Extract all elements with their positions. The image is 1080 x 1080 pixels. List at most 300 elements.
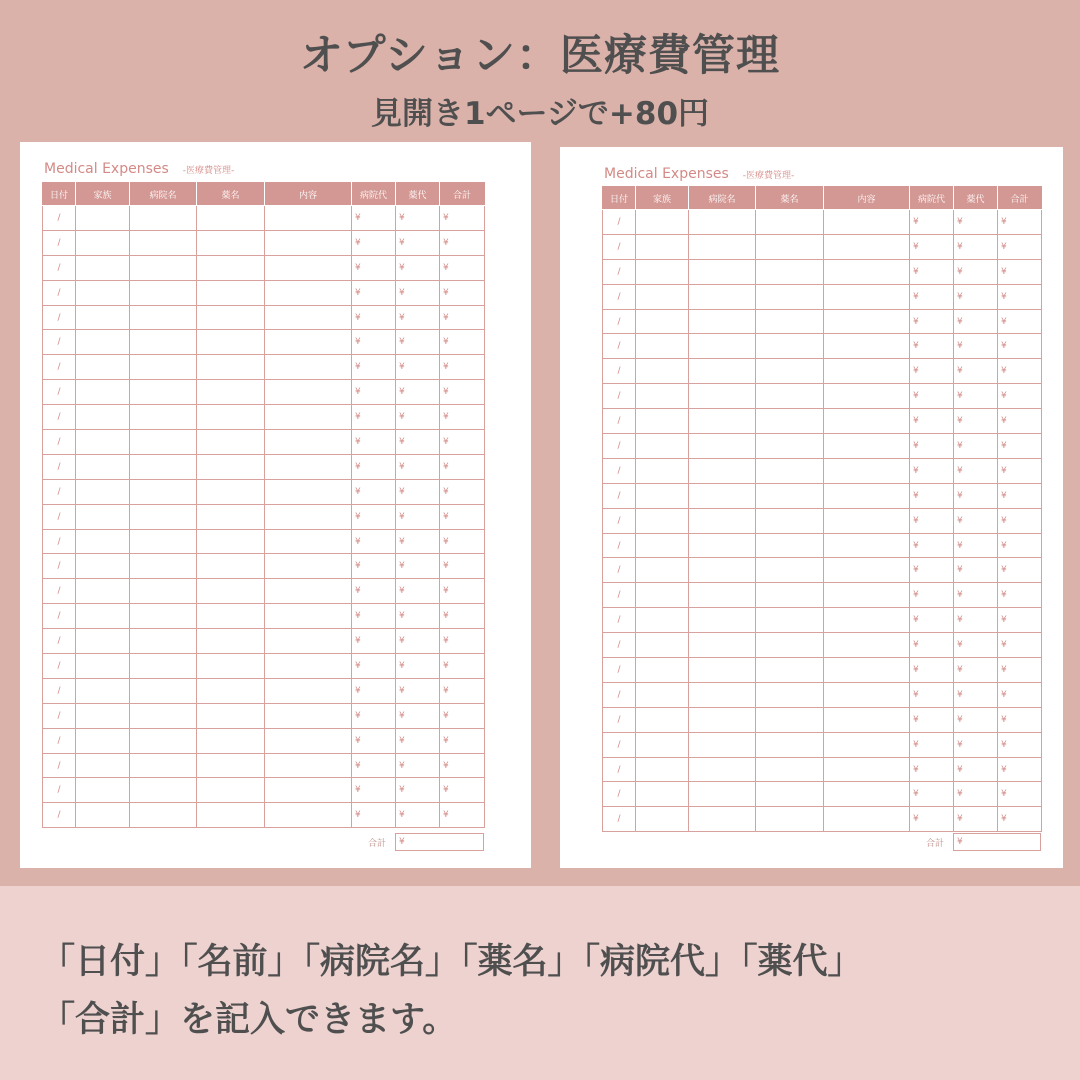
text-cell[interactable] xyxy=(130,206,197,231)
date-cell[interactable]: / xyxy=(43,579,76,604)
text-cell[interactable] xyxy=(265,405,352,430)
text-cell[interactable] xyxy=(636,757,689,782)
date-cell[interactable]: / xyxy=(43,380,76,405)
amount-cell[interactable]: ¥ xyxy=(352,355,396,380)
text-cell[interactable] xyxy=(824,658,910,683)
amount-cell[interactable]: ¥ xyxy=(352,629,396,654)
date-cell[interactable]: / xyxy=(43,654,76,679)
text-cell[interactable] xyxy=(265,629,352,654)
text-cell[interactable] xyxy=(824,508,910,533)
text-cell[interactable] xyxy=(756,782,824,807)
text-cell[interactable] xyxy=(130,554,197,579)
text-cell[interactable] xyxy=(197,678,265,703)
text-cell[interactable] xyxy=(636,658,689,683)
text-cell[interactable] xyxy=(824,384,910,409)
text-cell[interactable] xyxy=(689,807,756,832)
amount-cell[interactable]: ¥ xyxy=(396,753,440,778)
amount-cell[interactable]: ¥ xyxy=(440,355,485,380)
date-cell[interactable]: / xyxy=(603,458,636,483)
amount-cell[interactable]: ¥ xyxy=(352,280,396,305)
text-cell[interactable] xyxy=(130,380,197,405)
text-cell[interactable] xyxy=(824,732,910,757)
text-cell[interactable] xyxy=(265,305,352,330)
text-cell[interactable] xyxy=(824,434,910,459)
text-cell[interactable] xyxy=(76,206,130,231)
text-cell[interactable] xyxy=(265,454,352,479)
date-cell[interactable]: / xyxy=(603,732,636,757)
date-cell[interactable]: / xyxy=(43,529,76,554)
text-cell[interactable] xyxy=(130,654,197,679)
text-cell[interactable] xyxy=(76,479,130,504)
amount-cell[interactable]: ¥ xyxy=(396,604,440,629)
text-cell[interactable] xyxy=(689,658,756,683)
text-cell[interactable] xyxy=(689,334,756,359)
text-cell[interactable] xyxy=(130,230,197,255)
text-cell[interactable] xyxy=(76,305,130,330)
date-cell[interactable]: / xyxy=(43,355,76,380)
text-cell[interactable] xyxy=(824,782,910,807)
amount-cell[interactable]: ¥ xyxy=(440,778,485,803)
text-cell[interactable] xyxy=(197,230,265,255)
text-cell[interactable] xyxy=(197,206,265,231)
date-cell[interactable]: / xyxy=(43,629,76,654)
amount-cell[interactable]: ¥ xyxy=(910,458,954,483)
date-cell[interactable]: / xyxy=(603,707,636,732)
text-cell[interactable] xyxy=(756,558,824,583)
text-cell[interactable] xyxy=(756,434,824,459)
amount-cell[interactable]: ¥ xyxy=(352,504,396,529)
text-cell[interactable] xyxy=(130,305,197,330)
text-cell[interactable] xyxy=(130,703,197,728)
text-cell[interactable] xyxy=(265,703,352,728)
amount-cell[interactable]: ¥ xyxy=(352,230,396,255)
text-cell[interactable] xyxy=(265,778,352,803)
text-cell[interactable] xyxy=(130,728,197,753)
amount-cell[interactable]: ¥ xyxy=(352,604,396,629)
amount-cell[interactable]: ¥ xyxy=(998,359,1042,384)
text-cell[interactable] xyxy=(824,458,910,483)
amount-cell[interactable]: ¥ xyxy=(396,778,440,803)
amount-cell[interactable]: ¥ xyxy=(396,678,440,703)
text-cell[interactable] xyxy=(76,454,130,479)
date-cell[interactable]: / xyxy=(43,479,76,504)
amount-cell[interactable]: ¥ xyxy=(910,309,954,334)
date-cell[interactable]: / xyxy=(43,405,76,430)
text-cell[interactable] xyxy=(636,682,689,707)
amount-cell[interactable]: ¥ xyxy=(352,728,396,753)
text-cell[interactable] xyxy=(756,384,824,409)
amount-cell[interactable]: ¥ xyxy=(440,604,485,629)
amount-cell[interactable]: ¥ xyxy=(440,206,485,231)
amount-cell[interactable]: ¥ xyxy=(440,454,485,479)
text-cell[interactable] xyxy=(756,359,824,384)
amount-cell[interactable]: ¥ xyxy=(396,703,440,728)
amount-cell[interactable]: ¥ xyxy=(396,230,440,255)
text-cell[interactable] xyxy=(689,757,756,782)
text-cell[interactable] xyxy=(636,210,689,235)
text-cell[interactable] xyxy=(636,782,689,807)
amount-cell[interactable]: ¥ xyxy=(396,803,440,828)
date-cell[interactable]: / xyxy=(43,753,76,778)
text-cell[interactable] xyxy=(76,753,130,778)
text-cell[interactable] xyxy=(265,579,352,604)
amount-cell[interactable]: ¥ xyxy=(998,384,1042,409)
text-cell[interactable] xyxy=(689,234,756,259)
text-cell[interactable] xyxy=(756,309,824,334)
date-cell[interactable]: / xyxy=(603,807,636,832)
amount-cell[interactable]: ¥ xyxy=(910,533,954,558)
text-cell[interactable] xyxy=(265,678,352,703)
date-cell[interactable]: / xyxy=(43,206,76,231)
amount-cell[interactable]: ¥ xyxy=(352,678,396,703)
text-cell[interactable] xyxy=(76,430,130,455)
text-cell[interactable] xyxy=(689,633,756,658)
date-cell[interactable]: / xyxy=(43,430,76,455)
amount-cell[interactable]: ¥ xyxy=(396,529,440,554)
date-cell[interactable]: / xyxy=(43,678,76,703)
text-cell[interactable] xyxy=(197,504,265,529)
text-cell[interactable] xyxy=(76,554,130,579)
amount-cell[interactable]: ¥ xyxy=(910,558,954,583)
amount-cell[interactable]: ¥ xyxy=(998,533,1042,558)
amount-cell[interactable]: ¥ xyxy=(954,483,998,508)
amount-cell[interactable]: ¥ xyxy=(910,234,954,259)
amount-cell[interactable]: ¥ xyxy=(910,334,954,359)
text-cell[interactable] xyxy=(636,533,689,558)
text-cell[interactable] xyxy=(265,380,352,405)
amount-cell[interactable]: ¥ xyxy=(396,629,440,654)
text-cell[interactable] xyxy=(824,707,910,732)
text-cell[interactable] xyxy=(76,504,130,529)
text-cell[interactable] xyxy=(197,529,265,554)
text-cell[interactable] xyxy=(689,359,756,384)
amount-cell[interactable]: ¥ xyxy=(396,728,440,753)
text-cell[interactable] xyxy=(197,629,265,654)
amount-cell[interactable]: ¥ xyxy=(440,305,485,330)
text-cell[interactable] xyxy=(636,334,689,359)
text-cell[interactable] xyxy=(130,454,197,479)
amount-cell[interactable]: ¥ xyxy=(910,608,954,633)
text-cell[interactable] xyxy=(756,807,824,832)
date-cell[interactable]: / xyxy=(43,255,76,280)
date-cell[interactable]: / xyxy=(43,728,76,753)
amount-cell[interactable]: ¥ xyxy=(954,732,998,757)
text-cell[interactable] xyxy=(636,807,689,832)
text-cell[interactable] xyxy=(76,629,130,654)
text-cell[interactable] xyxy=(824,409,910,434)
amount-cell[interactable]: ¥ xyxy=(998,682,1042,707)
amount-cell[interactable]: ¥ xyxy=(440,230,485,255)
amount-cell[interactable]: ¥ xyxy=(954,234,998,259)
date-cell[interactable]: / xyxy=(603,409,636,434)
text-cell[interactable] xyxy=(76,529,130,554)
date-cell[interactable]: / xyxy=(43,703,76,728)
amount-cell[interactable]: ¥ xyxy=(998,707,1042,732)
amount-cell[interactable]: ¥ xyxy=(954,384,998,409)
amount-cell[interactable]: ¥ xyxy=(352,753,396,778)
date-cell[interactable]: / xyxy=(603,210,636,235)
amount-cell[interactable]: ¥ xyxy=(396,305,440,330)
text-cell[interactable] xyxy=(824,483,910,508)
text-cell[interactable] xyxy=(130,529,197,554)
text-cell[interactable] xyxy=(76,330,130,355)
date-cell[interactable]: / xyxy=(43,280,76,305)
amount-cell[interactable]: ¥ xyxy=(352,554,396,579)
text-cell[interactable] xyxy=(824,807,910,832)
text-cell[interactable] xyxy=(76,604,130,629)
text-cell[interactable] xyxy=(197,405,265,430)
text-cell[interactable] xyxy=(689,284,756,309)
text-cell[interactable] xyxy=(265,654,352,679)
text-cell[interactable] xyxy=(756,732,824,757)
text-cell[interactable] xyxy=(197,753,265,778)
text-cell[interactable] xyxy=(756,757,824,782)
text-cell[interactable] xyxy=(756,608,824,633)
amount-cell[interactable]: ¥ xyxy=(352,454,396,479)
amount-cell[interactable]: ¥ xyxy=(440,728,485,753)
amount-cell[interactable]: ¥ xyxy=(954,583,998,608)
amount-cell[interactable]: ¥ xyxy=(954,434,998,459)
text-cell[interactable] xyxy=(76,678,130,703)
amount-cell[interactable]: ¥ xyxy=(910,757,954,782)
amount-cell[interactable]: ¥ xyxy=(998,259,1042,284)
text-cell[interactable] xyxy=(76,230,130,255)
date-cell[interactable]: / xyxy=(603,533,636,558)
text-cell[interactable] xyxy=(130,405,197,430)
amount-cell[interactable]: ¥ xyxy=(954,508,998,533)
amount-cell[interactable]: ¥ xyxy=(396,330,440,355)
text-cell[interactable] xyxy=(756,259,824,284)
amount-cell[interactable]: ¥ xyxy=(954,757,998,782)
text-cell[interactable] xyxy=(636,508,689,533)
text-cell[interactable] xyxy=(130,355,197,380)
amount-cell[interactable]: ¥ xyxy=(910,583,954,608)
text-cell[interactable] xyxy=(756,234,824,259)
text-cell[interactable] xyxy=(265,230,352,255)
date-cell[interactable]: / xyxy=(603,558,636,583)
date-cell[interactable]: / xyxy=(603,359,636,384)
amount-cell[interactable]: ¥ xyxy=(998,633,1042,658)
text-cell[interactable] xyxy=(197,330,265,355)
amount-cell[interactable]: ¥ xyxy=(998,234,1042,259)
amount-cell[interactable]: ¥ xyxy=(396,554,440,579)
text-cell[interactable] xyxy=(265,728,352,753)
text-cell[interactable] xyxy=(197,355,265,380)
text-cell[interactable] xyxy=(689,210,756,235)
text-cell[interactable] xyxy=(130,678,197,703)
amount-cell[interactable]: ¥ xyxy=(352,479,396,504)
text-cell[interactable] xyxy=(636,483,689,508)
text-cell[interactable] xyxy=(689,259,756,284)
text-cell[interactable] xyxy=(689,533,756,558)
text-cell[interactable] xyxy=(130,803,197,828)
amount-cell[interactable]: ¥ xyxy=(954,334,998,359)
amount-cell[interactable]: ¥ xyxy=(910,210,954,235)
amount-cell[interactable]: ¥ xyxy=(998,409,1042,434)
amount-cell[interactable]: ¥ xyxy=(954,259,998,284)
amount-cell[interactable]: ¥ xyxy=(954,782,998,807)
amount-cell[interactable]: ¥ xyxy=(440,430,485,455)
amount-cell[interactable]: ¥ xyxy=(352,206,396,231)
text-cell[interactable] xyxy=(824,284,910,309)
text-cell[interactable] xyxy=(824,359,910,384)
amount-cell[interactable]: ¥ xyxy=(352,430,396,455)
amount-cell[interactable]: ¥ xyxy=(440,554,485,579)
date-cell[interactable]: / xyxy=(603,384,636,409)
text-cell[interactable] xyxy=(756,284,824,309)
text-cell[interactable] xyxy=(130,255,197,280)
amount-cell[interactable]: ¥ xyxy=(440,255,485,280)
amount-cell[interactable]: ¥ xyxy=(954,284,998,309)
amount-cell[interactable]: ¥ xyxy=(352,405,396,430)
amount-cell[interactable]: ¥ xyxy=(998,508,1042,533)
amount-cell[interactable]: ¥ xyxy=(352,803,396,828)
amount-cell[interactable]: ¥ xyxy=(440,330,485,355)
text-cell[interactable] xyxy=(689,608,756,633)
text-cell[interactable] xyxy=(636,259,689,284)
date-cell[interactable]: / xyxy=(603,757,636,782)
amount-cell[interactable]: ¥ xyxy=(440,504,485,529)
text-cell[interactable] xyxy=(636,384,689,409)
amount-cell[interactable]: ¥ xyxy=(910,633,954,658)
text-cell[interactable] xyxy=(76,654,130,679)
amount-cell[interactable]: ¥ xyxy=(954,533,998,558)
text-cell[interactable] xyxy=(824,757,910,782)
text-cell[interactable] xyxy=(689,682,756,707)
amount-cell[interactable]: ¥ xyxy=(954,309,998,334)
text-cell[interactable] xyxy=(265,554,352,579)
text-cell[interactable] xyxy=(76,255,130,280)
date-cell[interactable]: / xyxy=(603,633,636,658)
amount-cell[interactable]: ¥ xyxy=(998,782,1042,807)
text-cell[interactable] xyxy=(824,583,910,608)
text-cell[interactable] xyxy=(76,380,130,405)
amount-cell[interactable]: ¥ xyxy=(440,803,485,828)
date-cell[interactable]: / xyxy=(603,782,636,807)
text-cell[interactable] xyxy=(76,405,130,430)
text-cell[interactable] xyxy=(636,558,689,583)
date-cell[interactable]: / xyxy=(603,334,636,359)
text-cell[interactable] xyxy=(756,210,824,235)
amount-cell[interactable]: ¥ xyxy=(396,504,440,529)
amount-cell[interactable]: ¥ xyxy=(440,380,485,405)
text-cell[interactable] xyxy=(197,803,265,828)
text-cell[interactable] xyxy=(197,255,265,280)
amount-cell[interactable]: ¥ xyxy=(954,458,998,483)
amount-cell[interactable]: ¥ xyxy=(998,284,1042,309)
text-cell[interactable] xyxy=(756,583,824,608)
amount-cell[interactable]: ¥ xyxy=(910,658,954,683)
amount-cell[interactable]: ¥ xyxy=(998,458,1042,483)
amount-cell[interactable]: ¥ xyxy=(352,703,396,728)
amount-cell[interactable]: ¥ xyxy=(396,255,440,280)
amount-cell[interactable]: ¥ xyxy=(954,707,998,732)
date-cell[interactable]: / xyxy=(603,608,636,633)
total-field[interactable]: ¥ xyxy=(395,833,484,851)
amount-cell[interactable]: ¥ xyxy=(954,807,998,832)
text-cell[interactable] xyxy=(689,384,756,409)
text-cell[interactable] xyxy=(265,330,352,355)
text-cell[interactable] xyxy=(197,728,265,753)
text-cell[interactable] xyxy=(756,508,824,533)
text-cell[interactable] xyxy=(824,633,910,658)
text-cell[interactable] xyxy=(636,583,689,608)
amount-cell[interactable]: ¥ xyxy=(910,508,954,533)
amount-cell[interactable]: ¥ xyxy=(998,309,1042,334)
amount-cell[interactable]: ¥ xyxy=(998,210,1042,235)
text-cell[interactable] xyxy=(636,633,689,658)
amount-cell[interactable]: ¥ xyxy=(910,483,954,508)
text-cell[interactable] xyxy=(689,483,756,508)
amount-cell[interactable]: ¥ xyxy=(910,707,954,732)
text-cell[interactable] xyxy=(130,753,197,778)
amount-cell[interactable]: ¥ xyxy=(352,255,396,280)
text-cell[interactable] xyxy=(689,434,756,459)
text-cell[interactable] xyxy=(824,558,910,583)
amount-cell[interactable]: ¥ xyxy=(352,380,396,405)
amount-cell[interactable]: ¥ xyxy=(998,483,1042,508)
amount-cell[interactable]: ¥ xyxy=(954,608,998,633)
date-cell[interactable]: / xyxy=(43,554,76,579)
amount-cell[interactable]: ¥ xyxy=(954,359,998,384)
text-cell[interactable] xyxy=(689,558,756,583)
amount-cell[interactable]: ¥ xyxy=(396,654,440,679)
amount-cell[interactable]: ¥ xyxy=(440,654,485,679)
date-cell[interactable]: / xyxy=(603,483,636,508)
text-cell[interactable] xyxy=(130,778,197,803)
amount-cell[interactable]: ¥ xyxy=(352,579,396,604)
amount-cell[interactable]: ¥ xyxy=(954,633,998,658)
date-cell[interactable]: / xyxy=(43,330,76,355)
text-cell[interactable] xyxy=(689,508,756,533)
amount-cell[interactable]: ¥ xyxy=(998,558,1042,583)
text-cell[interactable] xyxy=(265,479,352,504)
date-cell[interactable]: / xyxy=(603,682,636,707)
text-cell[interactable] xyxy=(689,707,756,732)
text-cell[interactable] xyxy=(76,728,130,753)
text-cell[interactable] xyxy=(636,707,689,732)
date-cell[interactable]: / xyxy=(43,604,76,629)
text-cell[interactable] xyxy=(636,409,689,434)
amount-cell[interactable]: ¥ xyxy=(998,757,1042,782)
text-cell[interactable] xyxy=(130,430,197,455)
text-cell[interactable] xyxy=(197,454,265,479)
amount-cell[interactable]: ¥ xyxy=(352,778,396,803)
text-cell[interactable] xyxy=(756,334,824,359)
text-cell[interactable] xyxy=(824,682,910,707)
amount-cell[interactable]: ¥ xyxy=(440,479,485,504)
text-cell[interactable] xyxy=(265,504,352,529)
text-cell[interactable] xyxy=(265,604,352,629)
text-cell[interactable] xyxy=(130,604,197,629)
amount-cell[interactable]: ¥ xyxy=(910,259,954,284)
text-cell[interactable] xyxy=(130,629,197,654)
amount-cell[interactable]: ¥ xyxy=(998,334,1042,359)
text-cell[interactable] xyxy=(197,280,265,305)
amount-cell[interactable]: ¥ xyxy=(954,409,998,434)
amount-cell[interactable]: ¥ xyxy=(954,658,998,683)
text-cell[interactable] xyxy=(636,732,689,757)
date-cell[interactable]: / xyxy=(43,803,76,828)
text-cell[interactable] xyxy=(756,707,824,732)
amount-cell[interactable]: ¥ xyxy=(440,678,485,703)
amount-cell[interactable]: ¥ xyxy=(396,280,440,305)
text-cell[interactable] xyxy=(824,334,910,359)
amount-cell[interactable]: ¥ xyxy=(352,330,396,355)
date-cell[interactable]: / xyxy=(603,309,636,334)
amount-cell[interactable]: ¥ xyxy=(352,654,396,679)
amount-cell[interactable]: ¥ xyxy=(440,405,485,430)
